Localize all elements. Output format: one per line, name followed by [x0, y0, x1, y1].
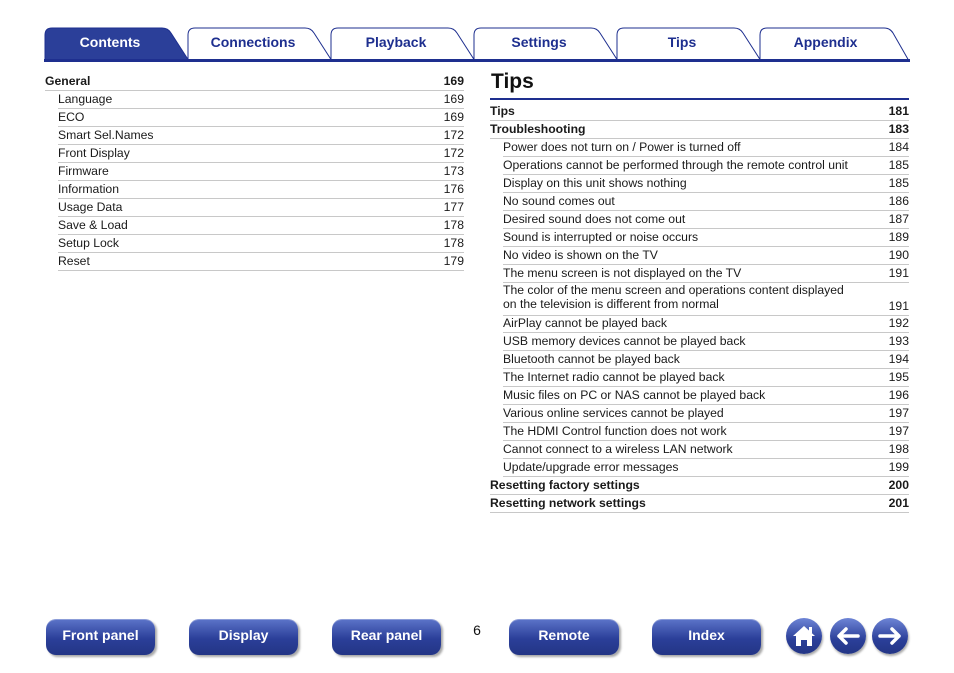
toc-item[interactable]	[503, 423, 909, 441]
toc-item[interactable]	[503, 459, 909, 477]
toc-page: 190	[888, 248, 909, 262]
toc-page: 173	[443, 164, 464, 178]
toc-page: 186	[888, 194, 909, 208]
toc-label: The color of the menu screen and operations content displayed on the television is different from normal	[503, 283, 844, 311]
toc-page: 201	[888, 496, 909, 510]
tab-bar-underline	[44, 59, 910, 62]
toc-page: 169	[443, 74, 464, 88]
tab-label: Playback	[365, 34, 427, 50]
back-button[interactable]	[830, 618, 866, 654]
toc-label: USB memory devices cannot be played back	[503, 334, 746, 348]
forward-button[interactable]	[872, 618, 908, 654]
toc-item[interactable]	[503, 441, 909, 459]
toc-page: 178	[443, 236, 464, 250]
toc-item[interactable]	[58, 253, 464, 271]
toc-item[interactable]	[503, 157, 909, 175]
toc-label: The menu screen is not displayed on the TV	[503, 266, 742, 280]
display-button[interactable]: Display	[189, 619, 298, 655]
toc-item[interactable]	[58, 109, 464, 127]
toc-label: Sound is interrupted or noise occurs	[503, 230, 699, 244]
tab-tips[interactable]	[616, 27, 762, 61]
toc-page: 176	[443, 182, 464, 196]
toc-label: Desired sound does not come out	[503, 212, 686, 226]
page-number: 6	[473, 622, 481, 638]
toc-page: 199	[888, 460, 909, 474]
toc-page: 189	[888, 230, 909, 244]
tab-label: Connections	[210, 34, 296, 50]
toc-page: 200	[888, 478, 909, 492]
toc-label: Tips	[490, 104, 515, 118]
toc-page: 191	[888, 266, 909, 280]
forward-arrow-icon	[872, 618, 908, 654]
remote-button[interactable]: Remote	[509, 619, 619, 655]
toc-section-troubleshooting[interactable]	[490, 121, 909, 139]
toc-label: Update/upgrade error messages	[503, 460, 679, 474]
toc-item[interactable]	[503, 315, 909, 333]
toc-label: Information	[58, 182, 119, 196]
toc-page: 169	[443, 92, 464, 106]
toc-label: Troubleshooting	[490, 122, 586, 136]
toc-section-resetting-network[interactable]	[490, 495, 909, 513]
toc-label: AirPlay cannot be played back	[503, 316, 667, 330]
toc-label: Front Display	[58, 146, 130, 160]
toc-item[interactable]	[503, 211, 909, 229]
toc-item[interactable]	[58, 145, 464, 163]
toc-item[interactable]	[503, 139, 909, 157]
toc-item[interactable]	[58, 181, 464, 199]
toc-label: The Internet radio cannot be played back	[503, 370, 725, 384]
toc-label: Smart Sel.Names	[58, 128, 154, 142]
toc-page: 193	[888, 334, 909, 348]
tab-bar	[44, 27, 910, 61]
tab-label: Tips	[667, 34, 697, 50]
toc-page: 197	[888, 424, 909, 438]
toc-page: 194	[888, 352, 909, 366]
toc-item[interactable]	[503, 265, 909, 283]
tab-settings[interactable]	[473, 27, 619, 61]
toc-page: 172	[443, 146, 464, 160]
toc-item[interactable]	[58, 235, 464, 253]
toc-page: 169	[443, 110, 464, 124]
toc-page: 197	[888, 406, 909, 420]
toc-label: Save & Load	[58, 218, 128, 232]
toc-item[interactable]	[58, 91, 464, 109]
tab-contents[interactable]	[44, 27, 190, 61]
title-underline	[490, 98, 909, 100]
toc-page: 196	[888, 388, 909, 402]
toc-label: Music files on PC or NAS cannot be played back	[503, 388, 766, 402]
toc-label: Setup Lock	[58, 236, 119, 250]
toc-item[interactable]	[503, 193, 909, 211]
toc-label: Bluetooth cannot be played back	[503, 352, 680, 366]
home-icon	[786, 618, 822, 654]
tab-label: Contents	[79, 34, 141, 50]
toc-section-general[interactable]	[45, 73, 464, 91]
toc-page: 185	[888, 158, 909, 172]
back-arrow-icon	[830, 618, 866, 654]
toc-item[interactable]	[503, 405, 909, 423]
home-button[interactable]	[786, 618, 822, 654]
toc-item[interactable]	[58, 217, 464, 235]
toc-label: Resetting network settings	[490, 496, 646, 510]
toc-item[interactable]	[503, 351, 909, 369]
toc-page: 184	[888, 140, 909, 154]
toc-label: No sound comes out	[503, 194, 615, 208]
toc-item[interactable]	[58, 163, 464, 181]
toc-page: 187	[888, 212, 909, 226]
toc-label: Display on this unit shows nothing	[503, 176, 687, 190]
toc-item[interactable]	[58, 127, 464, 145]
toc-page: 191	[888, 299, 909, 313]
toc-item[interactable]	[503, 283, 909, 316]
tab-label: Settings	[511, 34, 567, 50]
toc-page: 172	[443, 128, 464, 142]
index-button[interactable]: Index	[652, 619, 761, 655]
toc-label: Usage Data	[58, 200, 123, 214]
tab-appendix[interactable]	[759, 27, 910, 61]
toc-page: 181	[888, 104, 909, 118]
tab-playback[interactable]	[330, 27, 476, 61]
toc-item[interactable]	[503, 369, 909, 387]
toc-item[interactable]	[503, 229, 909, 247]
toc-label: ECO	[58, 110, 85, 124]
toc-page: 198	[888, 442, 909, 456]
front-panel-button[interactable]: Front panel	[46, 619, 155, 655]
toc-page: 185	[888, 176, 909, 190]
toc-label: General	[45, 74, 91, 88]
toc-label: No video is shown on the TV	[503, 248, 658, 262]
tab-label: Appendix	[793, 34, 858, 50]
toc-label: Resetting factory settings	[490, 478, 640, 492]
toc-section-resetting-factory[interactable]	[490, 477, 909, 495]
toc-label: Operations cannot be performed through the remote control unit	[503, 158, 848, 172]
toc-item[interactable]	[58, 199, 464, 217]
toc-page: 177	[443, 200, 464, 214]
tab-connections[interactable]	[187, 27, 333, 61]
toc-item[interactable]	[503, 387, 909, 405]
toc-page: 192	[888, 316, 909, 330]
toc-label: Power does not turn on / Power is turned off	[503, 140, 741, 154]
toc-page: 183	[888, 122, 909, 136]
toc-item[interactable]	[503, 247, 909, 265]
toc-item[interactable]	[503, 175, 909, 193]
toc-page: 179	[443, 254, 464, 268]
toc-page: 195	[888, 370, 909, 384]
toc-label: Language	[58, 92, 113, 106]
toc-item[interactable]	[503, 333, 909, 351]
toc-label: Firmware	[58, 164, 109, 178]
toc-label: The HDMI Control function does not work	[503, 424, 727, 438]
page-title: Tips	[491, 70, 534, 93]
toc-label: Cannot connect to a wireless LAN network	[503, 442, 733, 456]
rear-panel-button[interactable]: Rear panel	[332, 619, 441, 655]
toc-section-tips[interactable]	[490, 103, 909, 121]
toc-label: Various online services cannot be played	[503, 406, 724, 420]
toc-page: 178	[443, 218, 464, 232]
toc-label: Reset	[58, 254, 90, 268]
